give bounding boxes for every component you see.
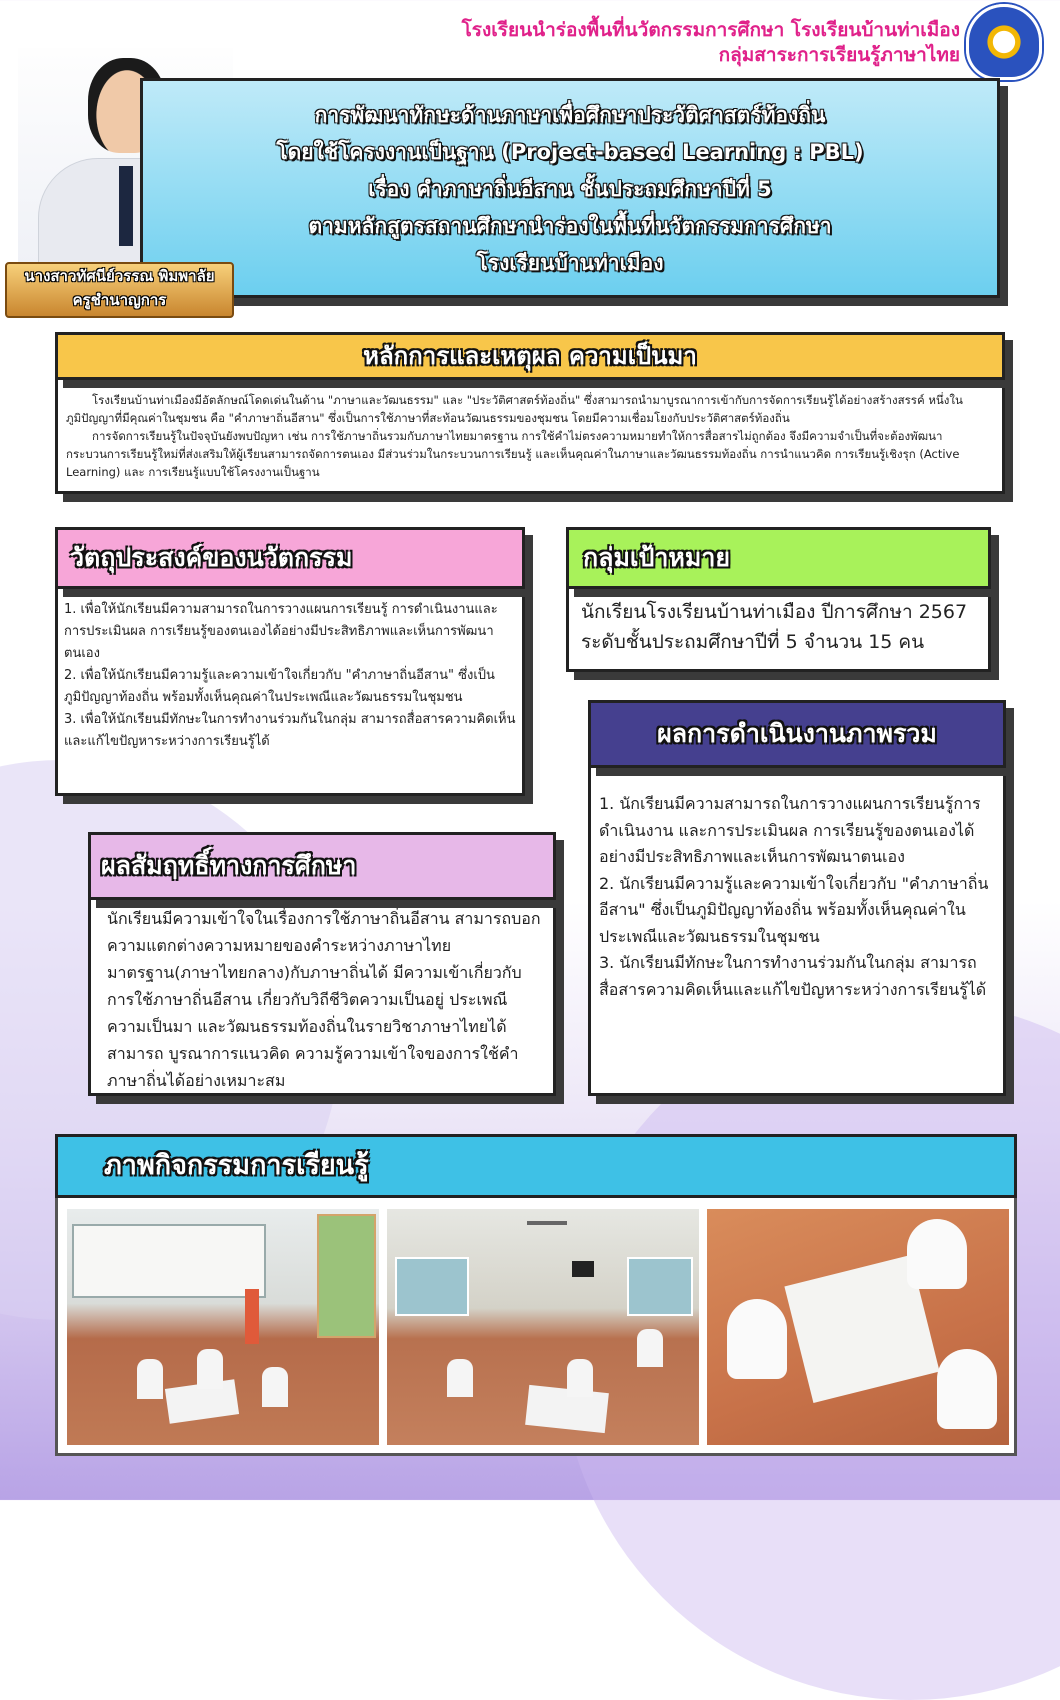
rationale-paragraph-2: การจัดการเรียนรู้ในปัจจุบันยังพบปัญหา เช่น การใช้ภาษาถิ่นรวมกับภาษาไทยมาตรฐาน การใช้คำไม่ตรงความหมายทำให้การสื่อสารไม่ถูกต้อง จึงมีความจำเป็นที่จะต้องพัฒนากระบวนการเรียนรู้ใหม่ที่ส่งเสริมให้ผู้เรียนสามารถจัดการตนเอง มีส่วนร่วมในกระบวนการเรียนรู้ และเห็นคุณค่าในภาษาและวัฒนธรรมท้องถิ่น การนำแนวคิด การเรียนรู้เชิงรุก (Active Learning) และ การเรียนรู้แบบใช้โครงงานเป็นฐาน: [66, 429, 960, 479]
achievement-heading: [88, 832, 556, 900]
student: [197, 1349, 223, 1389]
header-line-1: โรงเรียนนำร่องพื้นที่นวัตกรรมการศึกษา โรงเรียนบ้านท่าเมือง: [461, 19, 960, 41]
teacher-name: นางสาวทัศนีย์วรรณ พิมพาลัย: [24, 267, 215, 285]
target-text: [581, 597, 986, 657]
student: [637, 1329, 663, 1367]
objective-item: 2. เพื่อให้นักเรียนมีความรู้และความเข้าใจเกี่ยวกับ "คำภาษาถิ่นอีสาน" ซึ่งเป็นภูมิปัญญาท้องถิ่น พร้อมทั้งเห็นคุณค่าในประเพณีและวัฒนธรรมในชุมชน: [64, 668, 495, 705]
teacher-figure: [245, 1289, 259, 1344]
rationale-heading-text: หลักการและเหตุผล ความเป็นมา: [363, 342, 697, 370]
rationale-paragraph-1: โรงเรียนบ้านท่าเมืองมีอัตลักษณ์โดดเด่นในด้าน "ภาษาและวัฒนธรรม" และ "ประวัติศาสตร์ท้องถิ่น" ซึ่งสามารถนำมาบูรณาการเข้ากับการจัดการเรียนรู้ได้อย่างสร้างสรรค์ หนึ่งในภูมิปัญญาที่มีคุณค่าในชุมชน คือ "คำภาษาถิ่นอีสาน" ซึ่งเป็นการใช้ภาษาที่สะท้อนวัฒนธรรมของชุมชน โดยมีความเชื่อมโยงกับประวัติศาสตร์ท้องถิ่น: [66, 393, 963, 425]
window: [627, 1257, 693, 1316]
activity-photo: [707, 1209, 1009, 1445]
target-heading-text: กลุ่มเป้าหมาย: [583, 543, 731, 572]
header-line-2: กลุ่มสาระการเรียนรู้ภาษาไทย: [718, 44, 960, 66]
rationale-heading: [55, 332, 1005, 380]
student: [567, 1359, 593, 1397]
target-line-1: นักเรียนโรงเรียนบ้านท่าเมือง ปีการศึกษา 2567: [581, 601, 968, 623]
results-heading: [588, 700, 1006, 768]
student: [937, 1349, 997, 1429]
photos-heading: [55, 1134, 1017, 1198]
target-body-box: [566, 576, 991, 672]
title-line: โรงเรียนบ้านท่าเมือง: [476, 251, 664, 275]
window: [395, 1257, 469, 1316]
student: [907, 1219, 967, 1289]
title-box: [140, 78, 1000, 298]
achievement-heading-text: ผลสัมฤทธิ์ทางการศึกษา: [101, 851, 357, 880]
student: [262, 1367, 288, 1407]
objective-item: 3. เพื่อให้นักเรียนมีทักษะในการทำงานร่วมกันในกลุ่ม สามารถสื่อสารความคิดเห็นและแก้ไขปัญหาระหว่างการเรียนรู้ได้: [64, 712, 516, 749]
rationale-body-box: [55, 362, 1005, 494]
whiteboard: [72, 1224, 266, 1298]
result-item: 1. นักเรียนมีความสามารถในการวางแผนการเรียนรู้การดำเนินงาน และการประเมินผล การเรียนรู้ของตนเองได้อย่างมีประสิทธิภาพและเห็นการพัฒนาตนเอง: [599, 794, 981, 866]
activity-photo: [67, 1209, 379, 1445]
activity-photo: [387, 1209, 699, 1445]
objectives-body-box: [55, 578, 525, 796]
target-heading: [566, 527, 991, 589]
teacher-name-badge: [5, 262, 234, 318]
window: [317, 1214, 376, 1338]
tv-screen: [572, 1261, 594, 1277]
student: [727, 1299, 787, 1379]
student: [447, 1359, 473, 1397]
photos-heading-text: ภาพกิจกรรมการเรียนรู้: [104, 1150, 369, 1181]
ceiling-fan: [527, 1221, 567, 1225]
target-line-2: ระดับชั้นประถมศึกษาปีที่ 5 จำนวน 15 คน: [581, 631, 925, 653]
achievement-text: นักเรียนมีความเข้าใจในเรื่องการใช้ภาษาถิ่นอีสาน สามารถบอกความแตกต่างความหมายของคำระหว่างภาษาไทยมาตรฐาน(ภาษาไทยกลาง)กับภาษาถิ่นได้ มีความเข้าเกี่ยวกับการใช้ภาษาถิ่นอีสาน เกี่ยวกับวิถีชีวิตความเป็นอยู่ ประเพณี ความเป็นมา และวัฒนธรรมท้องถิ่นในรายวิชาภาษาไทยได้ สามารถ บูรณาการแนวคิด ความรู้ความเข้าใจของการใช้คำภาษาถิ่นได้อย่างเหมาะสม: [107, 909, 541, 1090]
title-line: โดยใช้โครงงานเป็นฐาน (Project-based Learning : PBL): [276, 140, 864, 164]
result-item: 3. นักเรียนมีทักษะในการทำงานร่วมกันในกลุ่ม สามารถสื่อสารความคิดเห็นและแก้ไขปัญหาระหว่างการเรียนรู้ได้: [599, 953, 987, 999]
objective-item: 1. เพื่อให้นักเรียนมีความสามารถในการวางแผนการเรียนรู้ การดำเนินงานและการประเมินผล การเรียนรู้ของตนเองได้อย่างมีประสิทธิภาพและเห็นการพัฒนาตนเอง: [64, 602, 498, 661]
objectives-heading: [55, 527, 525, 589]
results-heading-text: ผลการดำเนินงานภาพรวม: [657, 719, 937, 748]
school-header: [462, 18, 960, 68]
school-logo-icon: [966, 4, 1042, 80]
title-line: ตามหลักสูตรสถานศึกษานำร่องในพื้นที่นวัตกรรมการศึกษา: [308, 214, 832, 238]
objectives-list: [64, 599, 519, 753]
teacher-tie: [119, 166, 133, 246]
teacher-position: ครูชำนาญการ: [72, 291, 167, 309]
results-body-box: [588, 758, 1006, 1096]
photos-body-box: [55, 1188, 1017, 1456]
achievement-body-box: [88, 878, 556, 1096]
rationale-text: [66, 391, 996, 481]
student: [137, 1359, 163, 1399]
title-line: เรื่อง คำภาษาถิ่นอีสาน ชั้นประถมศึกษาปีที่ 5: [368, 177, 772, 201]
objectives-heading-text: วัตถุประสงค์ของนวัตกรรม: [70, 543, 353, 572]
result-item: 2. นักเรียนมีความรู้และความเข้าใจเกี่ยวกับ "คำภาษาถิ่นอีสาน" ซึ่งเป็นภูมิปัญญาท้องถิ่น พร้อมทั้งเห็นคุณค่าในประเพณีและวัฒนธรรมในชุมชน: [599, 873, 989, 946]
results-list: [599, 791, 999, 1003]
title-line: การพัฒนาทักษะด้านภาษาเพื่อศึกษาประวัติศาสตร์ท้องถิ่น: [314, 103, 826, 127]
